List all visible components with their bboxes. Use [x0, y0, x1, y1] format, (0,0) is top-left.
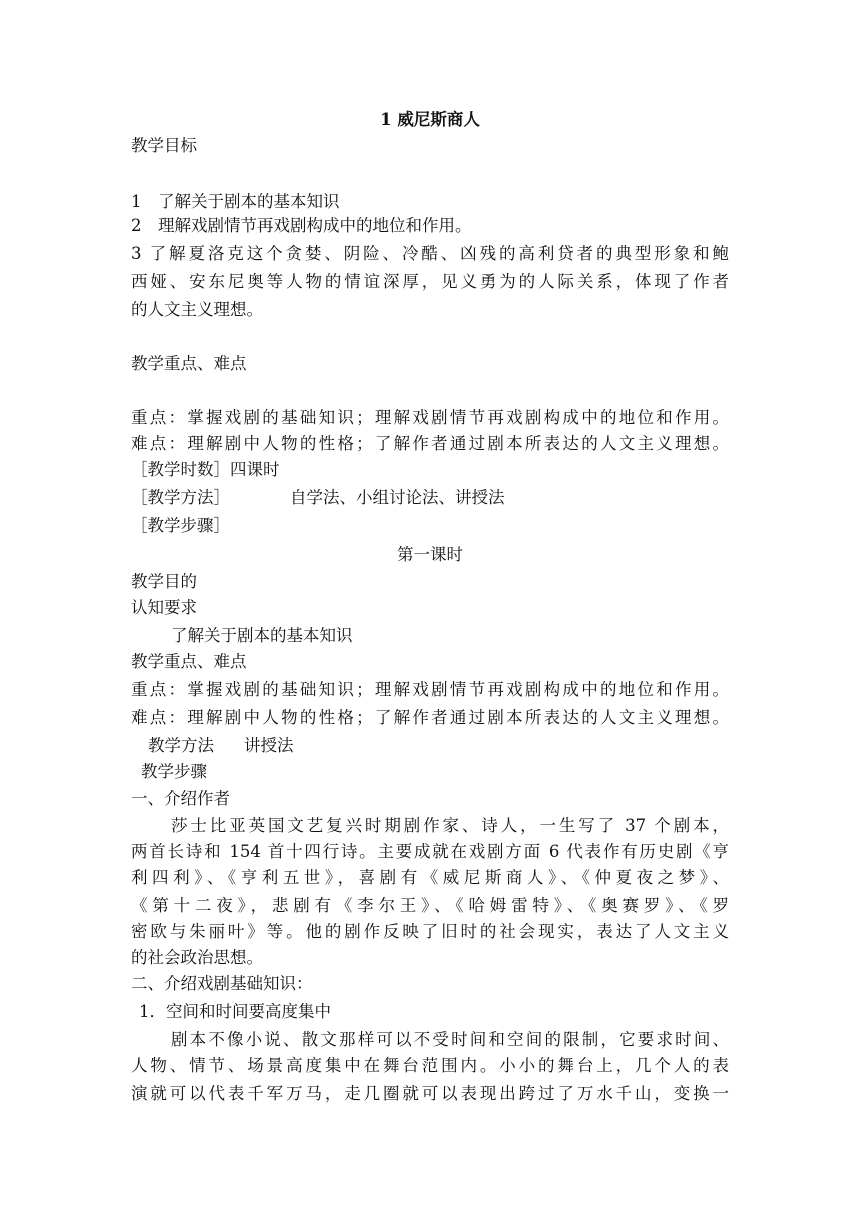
lesson-heading: 第一课时: [397, 545, 463, 564]
objective-item: 3 了解夏洛克这个贪婪、阴险、冷酷、凶残的高利贷者的典型形象和鲍: [131, 244, 729, 263]
lesson-method: [148, 734, 729, 758]
objective-item: 1 了解关于剧本的基本知识: [131, 192, 340, 211]
author-paragraph-line: 的社会政治思想。: [131, 948, 263, 967]
teaching-steps-heading: ［教学步骤］: [131, 516, 230, 535]
subsection-heading: 1．空间和时间要高度集中: [139, 1002, 331, 1021]
difficulty: 难点：理解剧中人物的性格；了解作者通过剧本所表达的人文主义理想。: [131, 434, 729, 453]
author-paragraph-line: 密欧与朱丽叶》等。他的剧作反映了旧时的社会现实，表达了人文主义: [131, 922, 729, 941]
lesson-purpose: 教学目的: [131, 572, 197, 591]
lesson-method-label: 教学方法: [148, 736, 214, 755]
author-paragraph-line: 两首长诗和 154 首十四行诗。主要成就在戏剧方面 6 代表作有历史剧《亨: [131, 842, 729, 861]
lesson-key-point: 重点：掌握戏剧的基础知识；理解戏剧情节再戏剧构成中的地位和作用。: [131, 680, 729, 699]
lesson-method-value: 讲授法: [244, 736, 294, 755]
cognitive-requirement: 认知要求: [131, 598, 197, 617]
author-paragraph-line: 《第十二夜》，悲剧有《李尔王》、《哈姆雷特》、《奥赛罗》、《罗: [131, 896, 729, 915]
key-point: 重点：掌握戏剧的基础知识；理解戏剧情节再戏剧构成中的地位和作用。: [131, 408, 729, 427]
lesson-difficulty: 难点：理解剧中人物的性格；了解作者通过剧本所表达的人文主义理想。: [131, 708, 729, 727]
section-heading: 二、介绍戏剧基础知识：: [131, 974, 313, 993]
teaching-methods-value: 自学法、小组讨论法、讲授法: [290, 488, 505, 507]
teaching-methods: [131, 486, 729, 510]
objective-item: 的人文主义理想。: [131, 300, 263, 319]
teaching-methods-label: ［教学方法］: [131, 488, 230, 507]
author-paragraph-line: 莎士比亚英国文艺复兴时期剧作家、诗人，一生写了 37 个剧本，: [171, 816, 729, 835]
lesson-key-points-heading: 教学重点、难点: [131, 652, 247, 671]
document-title: 1 威尼斯商人: [380, 110, 480, 129]
key-points-heading: 教学重点、难点: [131, 354, 247, 373]
objective-item: 西娅、安东尼奥等人物的情谊深厚，见义勇为的人际关系，体现了作者: [131, 272, 729, 291]
section-heading: 一、介绍作者: [131, 789, 230, 808]
cognitive-item: 了解关于剧本的基本知识: [171, 626, 353, 645]
objectives-heading: 教学目标: [131, 136, 197, 155]
teaching-hours: ［教学时数］四课时: [131, 460, 280, 479]
drama-paragraph-line: 人物、情节、场景高度集中在舞台范围内。小小的舞台上，几个人的表: [131, 1056, 729, 1075]
objective-item: 2 理解戏剧情节再戏剧构成中的地位和作用。: [131, 216, 472, 235]
author-paragraph-line: 利四利》、《亨利五世》，喜剧有《威尼斯商人》、《仲夏夜之梦》、: [131, 868, 729, 887]
drama-paragraph-line: 演就可以代表千军万马，走几圈就可以表现出跨过了万水千山，变换一: [131, 1084, 729, 1103]
lesson-steps: 教学步骤: [141, 762, 207, 781]
drama-paragraph-line: 剧本不像小说、散文那样可以不受时间和空间的限制，它要求时间、: [171, 1030, 729, 1049]
